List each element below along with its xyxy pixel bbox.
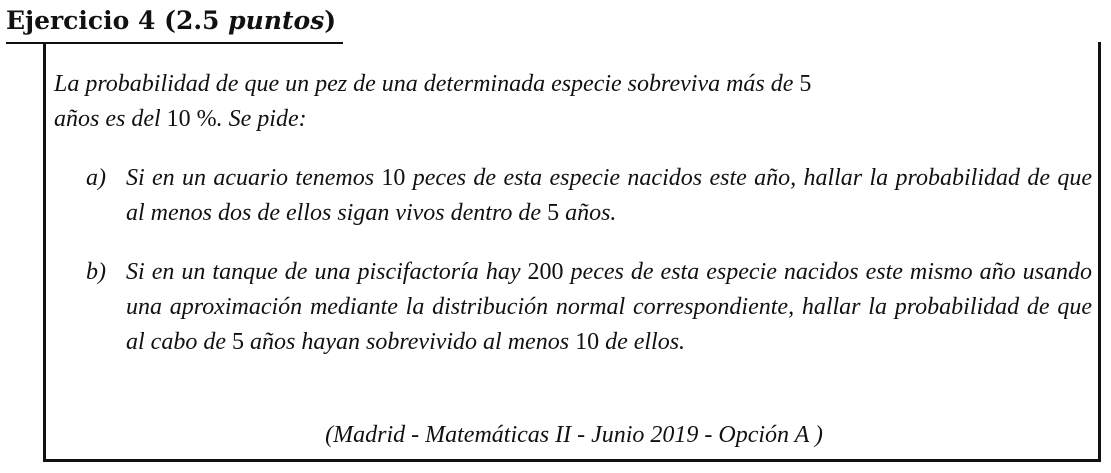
item-b-number-3: 10 bbox=[575, 329, 600, 355]
item-a-number-1: 10 bbox=[381, 165, 406, 191]
item-a-text-2: peces de esta especie nacidos este año, hallar la probabilidad de que al menos dos de ellos sigan vivos dentro de bbox=[126, 165, 1093, 226]
item-b bbox=[86, 255, 1092, 360]
intro-text-1: La probabilidad de que un pez de una determinada especie sobreviva más de bbox=[54, 71, 800, 97]
item-b-text-3: años hayan sobrevivido al menos bbox=[243, 329, 576, 355]
item-b-text-4: de ellos. bbox=[599, 329, 686, 355]
points-close: ) bbox=[324, 6, 337, 35]
intro-number-percent: 10 % bbox=[166, 106, 217, 132]
intro-text-2: años es del bbox=[54, 106, 167, 132]
item-a bbox=[86, 161, 1092, 231]
intro-number-years: 5 bbox=[799, 71, 812, 97]
item-a-number-2: 5 bbox=[547, 200, 560, 226]
item-a-text-1: Si en un acuario tenemos bbox=[126, 165, 382, 191]
item-a-text-3: años. bbox=[559, 200, 617, 226]
source-citation: (Madrid - Matemáticas II - Junio 2019 - Opción A ) bbox=[325, 422, 823, 448]
item-a-text bbox=[126, 161, 1092, 231]
points-open: (2.5 bbox=[164, 6, 229, 35]
item-b-text-1: Si en un tanque de una piscifactoría hay bbox=[126, 259, 528, 285]
exercise-intro bbox=[54, 67, 1092, 137]
item-b-number-2: 5 bbox=[231, 329, 244, 355]
intro-text-3: . Se pide: bbox=[216, 106, 307, 132]
exercise-heading bbox=[6, 6, 336, 35]
item-a-marker: a) bbox=[86, 165, 106, 191]
item-b-text bbox=[126, 255, 1092, 360]
item-b-number-1: 200 bbox=[527, 259, 564, 285]
item-b-text-2: peces de esta especie nacidos este mismo año usando una aproximación mediante la distribución normal correspondiente, hallar la probabilidad de que al cabo de bbox=[126, 259, 1092, 355]
item-b-marker: b) bbox=[86, 259, 106, 285]
points-unit: puntos bbox=[228, 6, 325, 35]
exercise-label: Ejercicio 4 bbox=[6, 6, 156, 35]
